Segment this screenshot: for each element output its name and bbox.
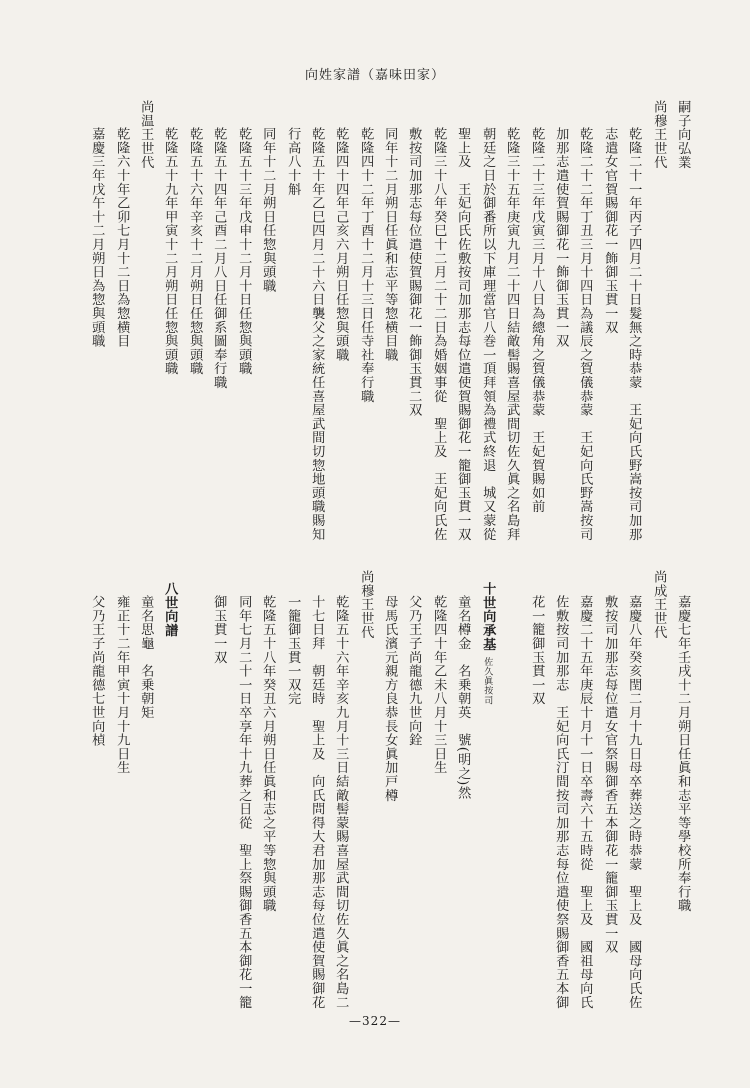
column-text: 敷按司加那志每位遣女官祭賜御香五本御花一籠御玉貫一双 bbox=[602, 595, 618, 954]
page-header: 向姓家譜（嘉味田家） bbox=[304, 68, 445, 83]
column-text: 乾隆五十九年甲寅十二月朔日任惣與頭職 bbox=[162, 127, 178, 376]
column-text: 一籠御玉貫一双完 bbox=[285, 595, 301, 706]
column-text: 御玉貫一双 bbox=[211, 595, 227, 664]
text-column bbox=[115, 127, 128, 348]
column-text: 十七日拜 朝廷時 聖上及 向氏問得大君加那志每位遣使賀賜御花 bbox=[309, 595, 325, 1009]
column-text: 乾隆五十四年己酉二月八日任御系圖奉行職 bbox=[211, 127, 227, 390]
text-column bbox=[627, 595, 640, 1009]
column-text: 童名樽金 名乗朝英 號(明之)然 bbox=[455, 595, 471, 800]
text-column bbox=[676, 100, 689, 169]
column-text: 志遣女官賀賜御花一飾御玉貫一双 bbox=[602, 127, 618, 334]
text-column bbox=[212, 595, 225, 664]
text-column bbox=[139, 595, 152, 719]
column-text: 乾隆五十三年戊申十二月十日任惣與頭職 bbox=[236, 127, 252, 376]
column-text: 乾隆三十八年癸巳十二月二十二日為婚姻事從 聖上及 王妃向氏佐 bbox=[431, 127, 447, 541]
column-text: 乾隆四十二年丁酉十二月十三日任寺社奉行職 bbox=[358, 127, 374, 403]
column-text: 乾隆四十年乙未八月十三日生 bbox=[431, 595, 447, 775]
text-column bbox=[603, 595, 616, 954]
column-text: 嘉慶八年癸亥閏二月十九日母卒葬送之時恭蒙 聖上及 國母向氏佐 bbox=[626, 595, 642, 1009]
column-text: 乾隆四十四年己亥六月朔日任惣與頭職 bbox=[333, 127, 349, 362]
column-text: 乾隆二十一年丙子四月二十日髮無之時恭蒙 王妃向氏野嵩按司加那 bbox=[626, 127, 642, 541]
text-column bbox=[286, 127, 299, 196]
column-text: 乾隆二十三年戊寅三月十八日為總角之賀儀恭蒙 王妃賀賜如前 bbox=[529, 127, 545, 514]
page-number: —322— bbox=[349, 1014, 401, 1028]
text-column bbox=[456, 595, 469, 800]
text-column bbox=[286, 595, 299, 705]
text-column bbox=[383, 127, 396, 362]
column-text: 嘉慶二十五年庚辰十月十一日卒壽六十五時從 聖上及 國祖母向氏 bbox=[577, 595, 593, 1009]
column-text: 加那志遣使賀賜御花一飾御玉貫一双 bbox=[553, 127, 569, 348]
text-column bbox=[407, 595, 420, 747]
column-text: 乾隆三十五年庚寅九月二十四日結敵髻賜喜屋武間切佐久眞之名島拜 bbox=[504, 127, 520, 541]
column-text: 乾隆五十八年癸丑六月朔日任眞和志之平等惣與頭職 bbox=[260, 595, 276, 913]
text-column bbox=[163, 127, 176, 375]
text-column bbox=[334, 127, 347, 362]
column-text: 同年十二月朔日任眞和志平等惣横目職 bbox=[382, 127, 398, 362]
column-text: 父乃王子尚龍德七世向楨 bbox=[89, 595, 105, 747]
column-text: 朝廷之日於御番所以下庫理當官八巻一頂拜領為禮式終退 城又蒙從 bbox=[480, 127, 496, 541]
column-text: 乾隆五十六年辛亥十二月朔日任惣與頭職 bbox=[187, 127, 203, 376]
column-text: 童名思龜 名乗朝矩 bbox=[138, 595, 154, 720]
text-column bbox=[163, 582, 176, 637]
text-column bbox=[334, 595, 347, 1009]
text-column bbox=[603, 127, 616, 334]
text-column bbox=[554, 127, 567, 348]
text-column bbox=[432, 127, 445, 541]
text-column bbox=[310, 127, 323, 541]
text-column bbox=[359, 570, 372, 639]
text-column bbox=[407, 127, 420, 417]
column-text: 乾隆五十年乙巳四月二十六日襲父之家統任喜屋武間切惣地頭職賜知 bbox=[309, 127, 325, 541]
column-text: 同年十二月朔日任惣與頭職 bbox=[260, 127, 276, 293]
text-column bbox=[115, 595, 128, 774]
text-column bbox=[578, 127, 591, 541]
text-column bbox=[90, 127, 103, 348]
column-text: 嗣子向弘業 bbox=[675, 100, 691, 169]
column-text: 花一籠御玉貫一双 bbox=[529, 595, 545, 706]
text-column bbox=[456, 127, 469, 541]
text-column bbox=[578, 595, 591, 1009]
column-text: 八世向譜 bbox=[162, 582, 178, 638]
text-column bbox=[554, 595, 567, 1009]
column-text: 行高八十斛 bbox=[285, 127, 301, 196]
text-column bbox=[90, 595, 103, 747]
text-column bbox=[359, 127, 372, 403]
column-text: 嘉慶三年戊午十二月朔日為惣與頭職 bbox=[89, 127, 105, 348]
column-text: 尚温王世代 bbox=[138, 100, 154, 169]
column-subtitle: 佐久眞按司 bbox=[482, 657, 493, 705]
text-column bbox=[627, 127, 640, 541]
text-column bbox=[383, 595, 396, 802]
text-column bbox=[261, 595, 274, 912]
text-column bbox=[652, 570, 665, 639]
text-column bbox=[481, 582, 494, 705]
column-text: 佐敷按司加那志 王妃向氏汀間按司加那志每位遣使祭賜御香五本御 bbox=[553, 595, 569, 1009]
column-text: 十世向承基 bbox=[480, 582, 496, 651]
text-column bbox=[188, 127, 201, 375]
text-column bbox=[530, 127, 543, 513]
text-column bbox=[530, 595, 543, 705]
column-text: 乾隆五十六年辛亥九月十三日結敵髻蒙賜喜屋武間切佐久眞之名島二 bbox=[333, 595, 349, 1009]
column-text: 父乃王子尚龍德九世向銓 bbox=[406, 595, 422, 747]
text-column bbox=[310, 595, 323, 1009]
column-text: 尚穆王世代 bbox=[358, 570, 374, 639]
text-column bbox=[432, 595, 445, 774]
text-column bbox=[237, 127, 250, 375]
text-column bbox=[139, 100, 152, 169]
column-text: 尚成王世代 bbox=[651, 570, 667, 639]
column-text: 乾隆六十年乙卯七月十二日為惣横目 bbox=[114, 127, 130, 348]
column-text: 同年七月二十一日卒享年十九葬之日從 聖上祭賜御香五本御花一籠 bbox=[236, 595, 252, 1009]
column-text: 母馬氏濱元親方良恭長女眞加戸樽 bbox=[382, 595, 398, 802]
column-text: 聖上及 王妃向氏佐敷按司加那志每位遣使賀賜御花一籠御玉貫一双 bbox=[455, 127, 471, 541]
text-column bbox=[212, 127, 225, 389]
text-column bbox=[652, 100, 665, 169]
text-column bbox=[481, 127, 494, 541]
column-text: 乾隆二十二年丁丑三月十四日為議辰之賀儀恭蒙 王妃向氏野嵩按司 bbox=[577, 127, 593, 541]
text-column bbox=[676, 595, 689, 912]
column-text: 敷按司加那志每位遣使賀賜御花一飾御玉貫二双 bbox=[406, 127, 422, 417]
text-column bbox=[237, 595, 250, 1009]
text-column bbox=[261, 127, 274, 293]
column-text: 尚穆王世代 bbox=[651, 100, 667, 169]
text-column bbox=[505, 127, 518, 541]
column-text: 雍正十二年甲寅十月十九日生 bbox=[114, 595, 130, 775]
column-text: 嘉慶七年壬戌十二月朔日任眞和志平等學校所奉行職 bbox=[675, 595, 691, 913]
